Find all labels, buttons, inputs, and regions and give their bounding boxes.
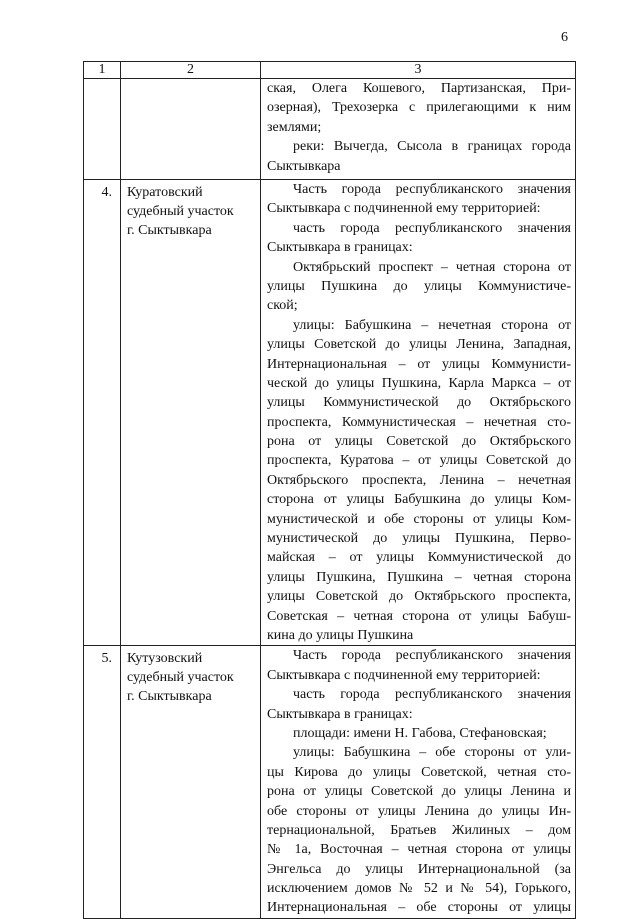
- court-name-line: Кутузовский: [127, 651, 203, 667]
- territory-text-line: Интернациональная – обе стороны от улицы: [267, 900, 571, 916]
- table-header-row: [84, 62, 576, 79]
- territory-text-line: Сыктывкара: [267, 158, 341, 174]
- territory-text-line: рона от улицы Советской до Октябрьского: [267, 434, 571, 450]
- territory-description: [261, 79, 576, 180]
- territory-description: [261, 646, 576, 918]
- page-number: 6: [561, 30, 568, 45]
- territory-text-line: проспекта, Куратова – от улицы Советской до: [267, 453, 571, 469]
- territory-text-line: Сыктывкара в границах:: [267, 706, 413, 722]
- territory-text-line: ской;: [267, 298, 298, 314]
- court-name-line: судебный участок: [127, 204, 234, 219]
- territory-text-line: проспекта, Коммунистическая – нечетная сто-: [267, 414, 571, 430]
- court-name-line: Куратовский: [127, 185, 203, 200]
- row-number: 4.: [84, 180, 121, 646]
- row-number: [84, 79, 121, 180]
- table-row: [84, 646, 576, 918]
- territory-text-line: улицы Пушкина, Пушкина – четная сторона: [267, 569, 571, 585]
- territory-text-line: Часть города республиканского значения: [293, 182, 571, 197]
- table-row: [84, 79, 576, 180]
- territory-text-line: майская – от улицы Коммунистической до: [267, 550, 571, 566]
- territory-text-line: сторона от улицы Бабушкина до улицы Ком-: [267, 492, 571, 508]
- territory-text-line: улицы: Бабушкина – обе стороны от ули-: [293, 745, 571, 761]
- court-name-line: судебный участок: [127, 670, 234, 686]
- territory-text-line: улицы Пушкина до улицы Коммунистиче-: [267, 278, 571, 294]
- territory-text-line: обе стороны от улицы Ленина до улицы Ин-: [267, 803, 571, 819]
- territory-text-line: кина до улицы Пушкина: [267, 627, 414, 643]
- column-header-number: 1: [84, 62, 121, 79]
- territory-text-line: Советская – четная сторона от улицы Бабуш-: [267, 608, 571, 624]
- territory-description: [261, 180, 576, 646]
- territory-text-line: исключением домов № 52 и № 54), Горького,: [267, 881, 571, 897]
- territory-text-line: мунистической и обе стороны от улицы Ком-: [267, 511, 571, 527]
- territory-text-line: озерная), Трехозерка с прилегающими к ним: [267, 100, 571, 116]
- court-name: [121, 646, 261, 918]
- court-name: [121, 180, 261, 646]
- court-name-line: г. Сыктывкара: [127, 223, 212, 238]
- territory-text-line: ская, Олега Кошевого, Партизанская, При-: [267, 81, 571, 96]
- territory-text-line: Интернациональная – от улицы Коммунисти-: [267, 356, 571, 372]
- territory-text-line: улицы Советской до улицы Ленина, Западная,: [267, 337, 571, 353]
- territory-text-line: рона от улицы Советской до улицы Ленина и: [267, 784, 571, 800]
- territory-text-line: Октябрьский проспект – четная сторона от: [293, 259, 571, 275]
- territory-text-line: часть города республиканского значения: [293, 687, 571, 703]
- territory-text-line: Часть города республиканского значения: [293, 648, 571, 664]
- court-name: [121, 79, 261, 180]
- territory-text-line: ческой до улицы Пушкина, Карла Маркса – от: [267, 375, 571, 391]
- court-name-line: г. Сыктывкара: [127, 689, 212, 705]
- territory-text-line: площади: имени Н. Габова, Стефановская;: [293, 725, 547, 741]
- territory-text-line: Энгельса до улицы Интернациональной (за: [267, 861, 571, 877]
- column-header-court: 2: [121, 62, 261, 79]
- territory-text-line: Сыктывкара с подчиненной ему территорией:: [267, 667, 541, 683]
- court-districts-table: [83, 61, 576, 919]
- column-header-territory: 3: [261, 62, 576, 79]
- territory-text-line: Сыктывкара в границах:: [267, 240, 413, 256]
- territory-text-line: улицы Советской до Октябрьского проспекта,: [267, 589, 571, 605]
- territory-text-line: часть города республиканского значения: [293, 220, 571, 236]
- row-number: 5.: [84, 646, 121, 918]
- territory-text-line: тернациональной, Братьев Жилиных – дом: [267, 822, 571, 838]
- territory-text-line: Сыктывкара с подчиненной ему территорией:: [267, 201, 541, 217]
- territory-text-line: землями;: [267, 119, 322, 135]
- table-row: [84, 180, 576, 646]
- territory-text-line: цы Кирова до улицы Советской, четная сто-: [267, 764, 571, 780]
- territory-text-line: мунистической до улицы Пушкина, Перво-: [267, 531, 571, 547]
- territory-text-line: улицы: Бабушкина – нечетная сторона от: [293, 317, 571, 333]
- territory-text-line: реки: Вычегда, Сысола в границах города: [293, 139, 571, 155]
- territory-text-line: № 1а, Восточная – четная сторона от улицы: [267, 842, 571, 858]
- territory-text-line: улицы Коммунистической до Октябрьского: [267, 395, 571, 411]
- territory-text-line: Октябрьского проспекта, Ленина – нечетная: [267, 472, 571, 488]
